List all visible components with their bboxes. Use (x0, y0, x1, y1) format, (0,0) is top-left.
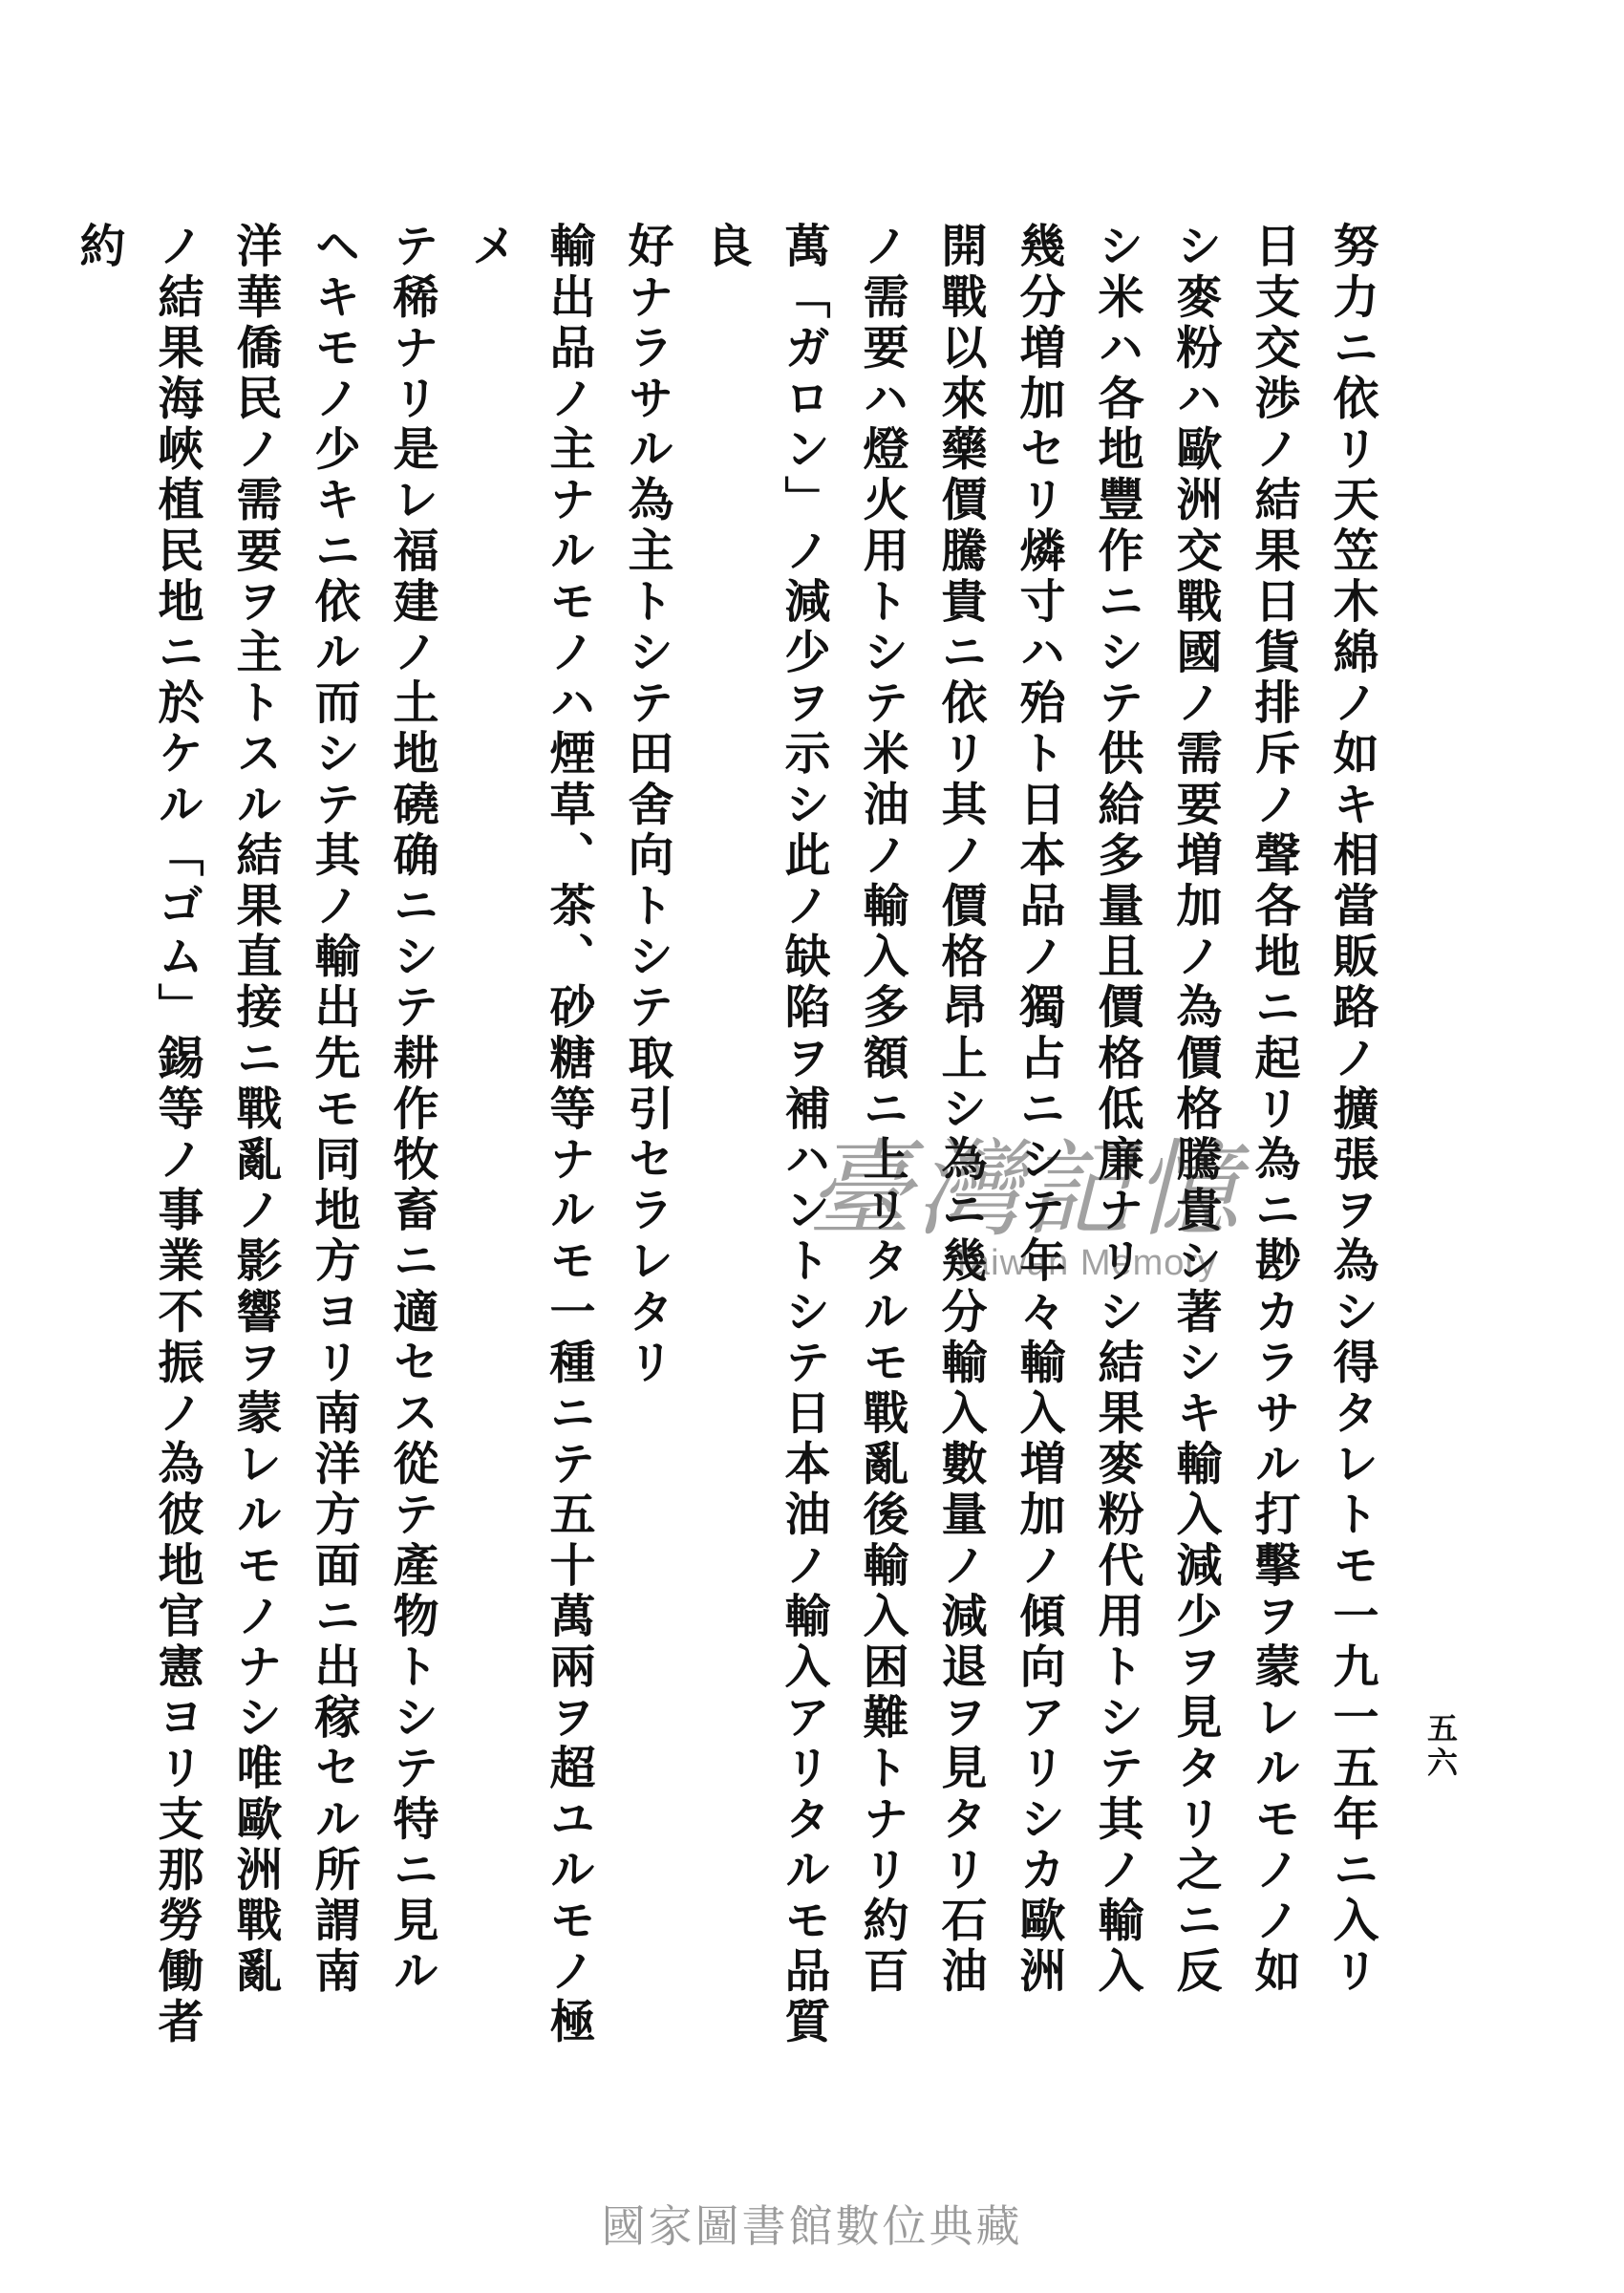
page-number: 五六 (1422, 1712, 1459, 1781)
body-text: 努力ニ依リ天笠木綿ノ如キ相當販路ノ擴張ヲ為シ得タレトモ一九一五年ニ入リ 日支交渉ノ結果日貨排斥ノ聲各地ニ起リ為ニ尠カラサル打擊ヲ蒙レルモノノ如 シ麥粉ハ歐洲交戰國ノ需要増加ノ為價格騰貴シ著シキ輸入減少ヲ見タリ之ニ反 シ米ハ各地豐作ニシテ供給多量且價格低廉ナリシ結果麥粉代用トシテ其ノ輸入 幾分増加セリ燐寸ハ殆ト日本品ノ獨占ニシテ年々輸入増加ノ傾向アリシカ歐洲 開戰以來藥價騰貴ニ依リ其ノ價格昂上シ為ニ幾分輸入數量ノ減退ヲ見タリ石油 ノ需要ハ燈火用トシテ米油ノ輸入多額ニ上リタルモ戰亂後輸入困難トナリ約百 萬「ガロン」ノ減少ヲ示シ此ノ缺陷ヲ補ハントシテ日本油ノ輸入アリタルモ品質良 好ナラサル為主トシテ田舍向トシテ取引セラレタリ 輸出品ノ主ナルモノハ煙草、茶、砂糖等ナルモ一種ニテ五十萬兩ヲ超ユルモノ極メ テ稀ナリ是レ福建ノ土地磽确ニシテ耕作牧畜ニ適セス從テ產物トシテ特ニ見ル ヘキモノ少キニ依ル而シテ其ノ輸出先モ同地方ヨリ南洋方面ニ出稼セル所謂南 洋華僑民ノ需要ヲ主トスル結果直接ニ戰亂ノ影響ヲ蒙レルモノナシ唯歐洲戰亂 ノ結果海峽植民地ニ於ケル「ゴム」錫等ノ事業不振ノ為彼地官憲ヨリ支那勞働者約 (72, 222, 1378, 2048)
watermark-mark: 臺灣記憶 (807, 1128, 1243, 1251)
watermark-logo (807, 1128, 1304, 1299)
footer-credit: 國家圖書館數位典藏 (601, 2200, 1023, 2252)
watermark-caption: Taiwan Memory (951, 1243, 1218, 1283)
